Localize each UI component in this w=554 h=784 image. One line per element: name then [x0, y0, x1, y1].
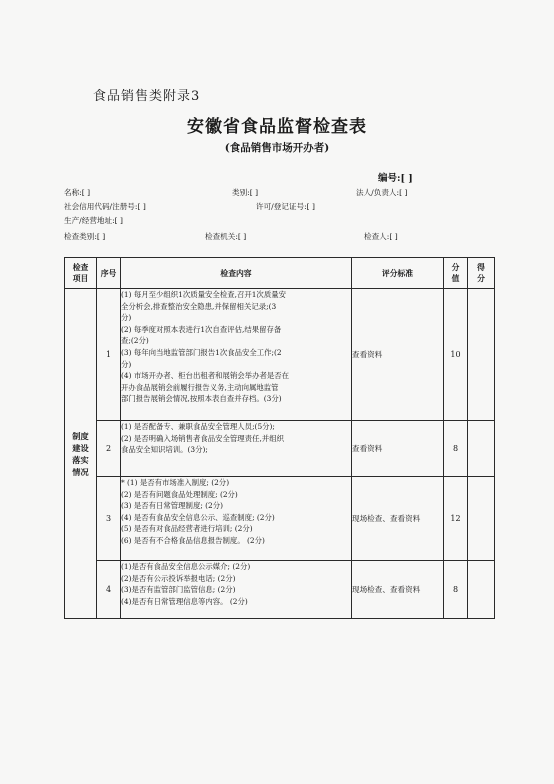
- content-line: (4)是否有日常管理信息等内容。 (2分): [121, 596, 248, 606]
- content-line: (1) 是否配备专、兼职食品安全管理人员;(5分);: [121, 422, 275, 431]
- content-line: (2) 是否有问题食品处理制度; (2分): [121, 489, 238, 499]
- content-cell: [121, 289, 352, 421]
- obtained-score-cell: [468, 561, 495, 619]
- content-line: 食品安全知识培训。(3分);: [121, 445, 208, 455]
- header-got-line: 分: [477, 274, 485, 283]
- category-cell: [65, 289, 97, 619]
- header-score: [444, 258, 468, 289]
- standard-cell: 现场检查、查看资料: [352, 477, 444, 561]
- table-header-row: [65, 258, 495, 289]
- header-score-line: 分: [451, 263, 460, 272]
- seq-cell: 3: [97, 477, 121, 561]
- header-item-line: 检查: [72, 263, 89, 272]
- content-line: 分): [121, 359, 132, 369]
- content-line: (6) 是否有不合格食品信息报告制度。 (2分): [121, 535, 265, 545]
- content-line: (1) 每月至少组织1次质量安全检查,召开1次质量安: [121, 290, 286, 299]
- content-line: 全分析会,排查整治安全隐患,并保留相关记录;(3: [121, 301, 277, 311]
- inspection-type-field: 检查类别:[ ]: [64, 232, 106, 241]
- license-number-field: 许可/登记证号:[ ]: [256, 202, 316, 211]
- content-line: 分): [121, 313, 132, 323]
- obtained-score-cell: [468, 477, 495, 561]
- content-cell: [121, 477, 352, 561]
- legal-person-field: 法人/负责人:[ ]: [356, 188, 408, 197]
- seq-cell: 1: [97, 289, 121, 421]
- credit-code-field: 社会信用代码/注册号:[ ]: [64, 202, 146, 211]
- content-line: (3) 每年向当地监管部门报告1次食品安全工作;(2: [121, 347, 282, 357]
- score-cell: 8: [444, 421, 468, 477]
- category-line: 落实: [72, 454, 89, 465]
- header-standard: 评分标准: [352, 258, 444, 289]
- content-line: (3) 是否有日常管理制度; (2分): [121, 501, 224, 511]
- address-field: 生产/经营地址:[ ]: [64, 216, 124, 225]
- score-cell: 12: [444, 477, 468, 561]
- table-row: [65, 477, 495, 561]
- table-row: [65, 561, 495, 619]
- content-line: 查;(2分): [121, 336, 149, 346]
- page-subtitle: (食品销售市场开办者): [224, 142, 330, 154]
- content-line: (2)是否有公示投诉举报电话; (2分): [121, 573, 236, 583]
- standard-cell: 现场检查、查看资料: [352, 561, 444, 619]
- header-score-line: 值: [451, 274, 460, 283]
- standard-cell: 查看资料: [352, 289, 444, 421]
- category-line: 制度: [72, 430, 89, 441]
- score-cell: 10: [444, 289, 468, 421]
- header-item-line: 项目: [72, 274, 89, 283]
- content-line: (4) 是否有食品安全信息公示、巡查制度; (2分): [121, 512, 275, 522]
- content-line: * (1) 是否有市场准入制度; (2分): [121, 478, 230, 487]
- content-line: 部门报告展销会情况,按照本表自查并存档。(3分): [121, 394, 282, 404]
- header-seq: 序号: [97, 258, 121, 289]
- seq-cell: 4: [97, 561, 121, 619]
- content-line: (5) 是否有对食品经营者进行培训; (2分): [121, 524, 253, 534]
- content-line: (2) 是否明确入场销售者食品安全管理责任,并组织: [121, 433, 284, 443]
- category-line: 建设: [72, 442, 89, 453]
- category-field: 类别:[ ]: [232, 188, 259, 197]
- category-line: 情况: [72, 466, 89, 477]
- obtained-score-cell: [468, 289, 495, 421]
- serial-number-field: 编号:[ ]: [378, 173, 413, 184]
- content-cell: [121, 421, 352, 477]
- content-line: (2) 每季度对照本表进行1次自查评估,结果留存备: [121, 324, 282, 334]
- inspection-authority-field: 检查机关:[ ]: [205, 232, 247, 241]
- name-field: 名称:[ ]: [64, 188, 91, 197]
- content-line: (3)是否有监管部门监管信息; (2分): [121, 585, 236, 595]
- table-row: [65, 421, 495, 477]
- obtained-score-cell: [468, 421, 495, 477]
- standard-cell: 查看资料: [352, 421, 444, 477]
- header-got-line: 得: [477, 263, 485, 272]
- appendix-label: 食品销售类附录3: [93, 89, 201, 104]
- content-line: 开办食品展销会前履行报告义务,主动向属地监管: [121, 382, 279, 392]
- header-content: 检查内容: [121, 258, 352, 289]
- inspection-table: [64, 257, 495, 619]
- content-line: (1)是否有食品安全信息公示媒介; (2分): [121, 562, 251, 571]
- page-title: 安徽省食品监督检查表: [187, 117, 367, 137]
- header-got: [468, 258, 495, 289]
- inspector-field: 检查人:[ ]: [364, 232, 398, 241]
- score-cell: 8: [444, 561, 468, 619]
- header-item: [65, 258, 97, 289]
- content-cell: [121, 561, 352, 619]
- table-row: [65, 289, 495, 421]
- content-line: (4) 市场开办者、柜台出租者和展销会举办者是否在: [121, 371, 290, 381]
- seq-cell: 2: [97, 421, 121, 477]
